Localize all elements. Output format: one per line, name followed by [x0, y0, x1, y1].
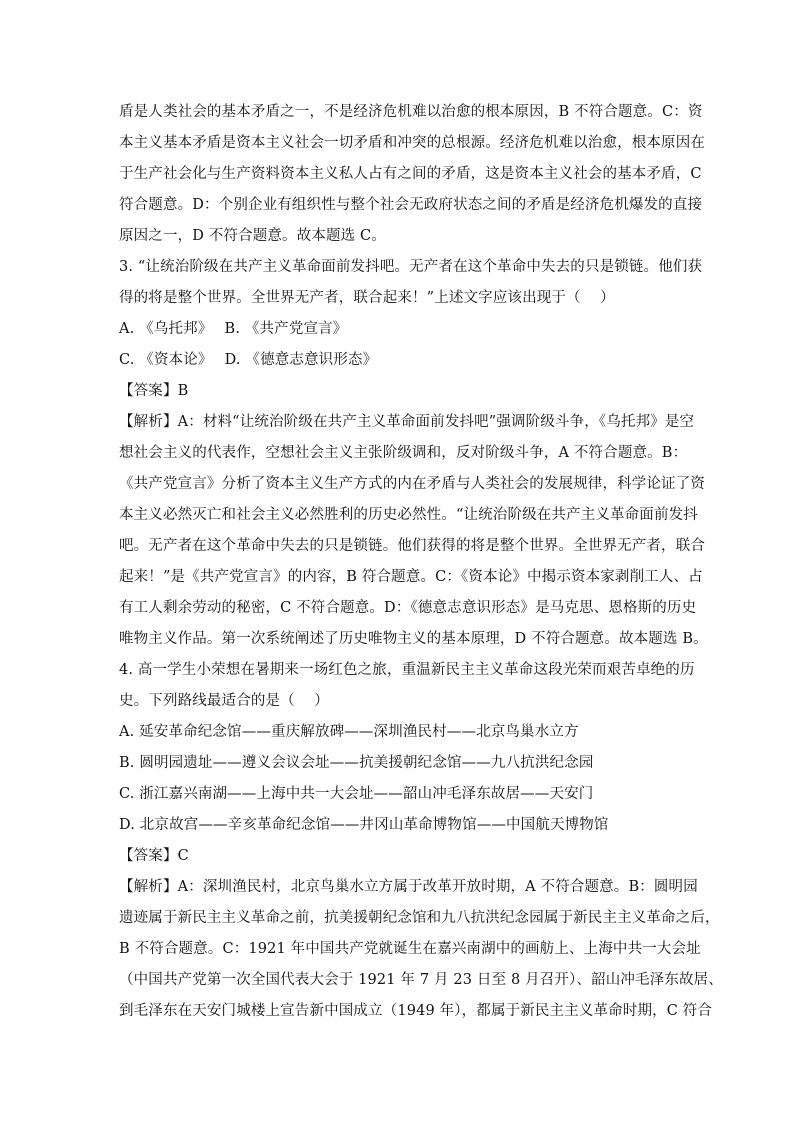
document-body [119, 97, 723, 1027]
question-4-stem: 史。下列路线最适合的是（ ） [119, 693, 329, 709]
analysis-line: 有工人剩余劳动的秘密，C 不符合题意。D：《德意志意识形态》是马克思、恩格斯的历史 [119, 600, 697, 616]
question-3-stem: 3. “让统治阶级在共产主义革命面前发抖吧。无产者在这个革命中失去的只是锁链。他们获 [119, 259, 703, 275]
analysis-line: 遗迹属于新民主主义革命之前，抗美援朝纪念馆和九八抗洪纪念园属于新民主主义革命之后， [119, 910, 720, 926]
text-line: 盾是人类社会的基本矛盾之一，不是经济危机难以治愈的根本原因，B 不符合题意。C：资 [119, 104, 703, 120]
analysis-line: （中国共产党第一次全国代表大会于 1921 年 7 月 23 日至 8 月召开）、韶山冲毛泽东故居、 [119, 972, 723, 988]
analysis-line: 到毛泽东在天安门城楼上宣告新中国成立（1949 年），都属于新民主主义革命时期，C 符合 [119, 1003, 713, 1019]
question-4-stem: 4. 高一学生小荣想在暑期来一场红色之旅，重温新民主主义革命这段光荣而艰苦卓绝的历 [119, 662, 695, 678]
analysis-line: 【解析】A：深圳渔民村，北京鸟巢水立方属于改革开放时期，A 不符合题意。B：圆明园 [119, 879, 698, 895]
answer-label: 【答案】C [119, 848, 189, 864]
question-4-option-a: A. 延安革命纪念馆——重庆解放碑——深圳渔民村——北京鸟巢水立方 [119, 724, 579, 740]
analysis-line: 本主义必然灭亡和社会主义必然胜利的历史必然性。“让统治阶级在共产主义革命面前发抖 [119, 507, 698, 523]
text-line: 本主义基本矛盾是资本主义社会一切矛盾和冲突的总根源。经济危机难以治愈，根本原因在 [119, 135, 705, 151]
question-4-option-d: D. 北京故宫——辛亥革命纪念馆——井冈山革命博物馆——中国航天博物馆 [119, 817, 609, 833]
text-line: 于生产社会化与生产资料资本主义私人占有之间的矛盾，这是资本主义社会的基本矛盾，C [119, 166, 702, 182]
analysis-line: B 不符合题意。C：1921 年中国共产党就诞生在嘉兴南湖中的画舫上、上海中共一大会址 [119, 941, 701, 957]
analysis-line: 起来！”是《共产党宣言》的内容，B 符合题意。C：《资本论》中揭示资本家剥削工人、占 [119, 569, 703, 585]
question-3-options-cd: C. 《资本论》 D. 《德意志意识形态》 [119, 352, 378, 368]
question-4-option-c: C. 浙江嘉兴南湖——上海中共一大会址——韶山冲毛泽东故居——天安门 [119, 786, 594, 802]
question-3-options-ab: A. 《乌托邦》 B. 《共产党宣言》 [119, 321, 348, 337]
answer-label: 【答案】B [119, 383, 189, 399]
text-line: 符合题意。D：个别企业有组织性与整个社会无政府状态之间的矛盾是经济危机爆发的直接 [119, 197, 703, 213]
analysis-line: 《共产党宣言》分析了资本主义生产方式的内在矛盾与人类社会的发展规律，科学论证了资 [119, 476, 705, 492]
question-3-stem: 得的将是整个世界。全世界无产者，联合起来！”上述文字应该出现于（ ） [119, 290, 615, 306]
analysis-line: 唯物主义作品。第一次系统阐述了历史唯物主义的基本原理，D 不符合题意。故本题选 B。 [119, 631, 708, 647]
analysis-line: 【解析】A：材料“让统治阶级在共产主义革命面前发抖吧”强调阶级斗争，《乌托邦》是空 [119, 414, 695, 430]
analysis-line: 想社会主义的代表作，空想社会主义主张阶级调和，反对阶级斗争，A 不符合题意。B： [119, 445, 688, 461]
question-4-option-b: B. 圆明园遗址——遵义会议会址——抗美援朝纪念馆——九八抗洪纪念园 [119, 755, 594, 771]
analysis-line: 吧。无产者在这个革命中失去的只是锁链。他们获得的将是整个世界。全世界无产者，联合 [119, 538, 705, 554]
text-line: 原因之一，D 不符合题意。故本题选 C。 [119, 228, 386, 244]
